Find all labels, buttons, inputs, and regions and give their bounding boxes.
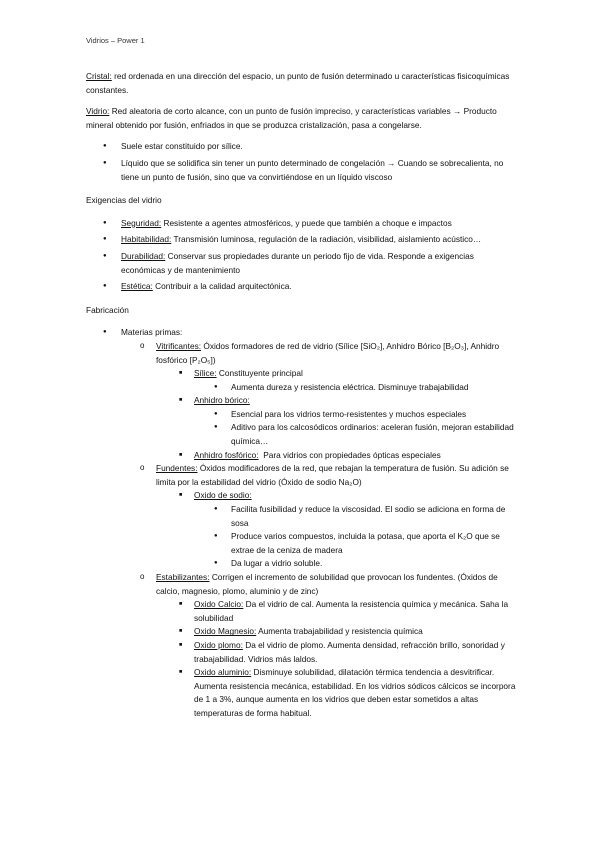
list-item: ● Esencial para los vidrios termo-resistentes y muchos especiales bbox=[86, 408, 516, 422]
item-text: Para vidrios con propiedades ópticas especiales bbox=[263, 449, 441, 460]
item-text: Contribuir a la calidad arquitectónica. bbox=[155, 281, 292, 292]
list-item-oxido-aluminio bbox=[86, 666, 516, 720]
list-item-vitrificantes bbox=[86, 340, 516, 367]
list-item-fundentes bbox=[86, 462, 516, 489]
item-label: Anhidro bórico: bbox=[194, 395, 250, 406]
item-label: Oxido Calcio: bbox=[194, 599, 244, 610]
list-item: ● Aditivo para los calcosódicos ordinarios: aceleran fusión, mejoran estabilidad química… bbox=[86, 421, 516, 448]
item-label: Sílice: bbox=[194, 368, 217, 379]
item-text: Conservar sus propiedades durante un periodo fijo de vida. Responde a exigencias económicas y de mantenimiento bbox=[121, 250, 474, 275]
fabricacion-list bbox=[86, 326, 516, 720]
list-item-silice bbox=[86, 367, 516, 381]
cristal-text: red ordenada en una dirección del espacio, un punto de fusión determinado u características fisicoquímicas constantes. bbox=[86, 71, 510, 95]
cristal-term: Cristal: bbox=[86, 71, 112, 81]
vidrio-list bbox=[86, 140, 516, 184]
cristal-paragraph bbox=[86, 70, 516, 97]
item-label: Anhidro fosfórico: bbox=[194, 449, 259, 460]
list-item: ● Aumenta dureza y resistencia eléctrica. Disminuye trabajabilidad bbox=[86, 381, 516, 395]
vidrio-term: Vidrio: bbox=[86, 106, 110, 117]
list-item bbox=[86, 250, 516, 277]
list-item-oxido-magnesio bbox=[86, 625, 516, 639]
item-text: Óxidos formadores de red de vidrio (Sílice [SiO₂], Anhidro Bórico [B₂O₃], Anhidro fosfórico [P₂O₅]) bbox=[156, 340, 500, 365]
item-text: Aumenta trabajabilidad y resistencia química bbox=[258, 626, 423, 637]
section-title-exigencias: Exigencias del vidrio bbox=[86, 195, 162, 206]
item-label: Seguridad: bbox=[121, 217, 162, 228]
item-label: Oxido de sodio: bbox=[194, 490, 252, 501]
page-header: Vidrios – Power 1 bbox=[86, 36, 145, 45]
list-item-estabilizantes bbox=[86, 571, 516, 598]
item-text: Da el vidrio de cal. Aumenta la resistencia química y mecánica. Saha la solubilidad bbox=[194, 599, 509, 623]
list-item-oxido-plomo bbox=[86, 639, 516, 666]
vidrio-text: Red aleatoria de corto alcance, con un punto de fusión impreciso, y características variables → Producto mineral obtenido por fusión, enfriados in que se produzca cristalización, pasa a congelarse. bbox=[86, 106, 497, 130]
item-label: Habitabilidad: bbox=[121, 234, 172, 245]
item-text: Disminuye solubilidad, dilatación térmica tendencia a desvitrificar. Aumenta resistencia mecánica, estabilidad. En los vidrios sódicos cálcicos se incorpora de 1 a 3%, aunque aumenta en los vidrios que deben estar sometidos a altas temperaturas de forma habitual. bbox=[194, 667, 516, 718]
section-title-fabricacion: Fabricación bbox=[86, 304, 129, 315]
list-item: ● Líquido que se solidifica sin tener un punto determinado de congelación → Cuando se sobrecalienta, no tiene un punto de fusión, sino que va convirtiéndose en un líquido viscoso bbox=[86, 157, 516, 184]
exigencias-list bbox=[86, 217, 516, 294]
vidrio-paragraph bbox=[86, 105, 516, 132]
item-label: Oxido aluminio: bbox=[194, 667, 252, 678]
list-item: ● Facilita fusibilidad y reduce la viscosidad. El sodio se adiciona en forma de sosa bbox=[86, 503, 516, 530]
list-item bbox=[86, 280, 516, 294]
list-item-fosforico bbox=[86, 449, 516, 463]
list-item bbox=[86, 233, 516, 247]
list-item-materias: ● Materias primas: bbox=[86, 326, 516, 340]
list-item-oxido-calcio bbox=[86, 598, 516, 625]
item-label: Estabilizantes: bbox=[156, 572, 210, 582]
list-item: ● Da lugar a vidrio soluble. bbox=[86, 557, 516, 571]
item-label: Oxido plomo: bbox=[194, 639, 243, 650]
list-item: ● Suele estar constituido por sílice. bbox=[86, 140, 516, 154]
item-text: Corrigen el incremento de solubilidad que provocan los fundentes. (Óxidos de calcio, magnesio, plomo, aluminio y de zinc) bbox=[156, 572, 498, 596]
list-item-sodio bbox=[86, 489, 516, 503]
item-text: Resistente a agentes atmosféricos, y puede que también a choque e impactos bbox=[163, 217, 452, 228]
list-item: ● Produce varios compuestos, incluida la potasa, que aporta el K₂O que se extrae de la ceniza de madera bbox=[86, 530, 516, 557]
item-label: Durabilidad: bbox=[121, 250, 166, 261]
item-text: Óxidos modificadores de la red, que rebajan la temperatura de fusión. Su adición se limita por la estabilidad del vidrio (Óxido de sodio Na₂O) bbox=[156, 463, 509, 487]
list-item bbox=[86, 217, 516, 231]
item-text: Da el vidrio de plomo. Aumenta densidad, refracción brillo, sonoridad y trabajabilidad. Vidrios más laldos. bbox=[194, 639, 505, 664]
item-label: Estética: bbox=[121, 281, 153, 292]
item-label: Fundentes: bbox=[156, 463, 198, 474]
document-body bbox=[86, 70, 516, 729]
list-item-borico bbox=[86, 394, 516, 408]
item-text: Transmisión luminosa, regulación de la radiación, visibilidad, aislamiento acústico… bbox=[173, 234, 482, 245]
item-label: Vitrificantes: bbox=[156, 340, 202, 351]
item-label: Oxido Magnesio: bbox=[194, 626, 257, 637]
item-text: Constituyente principal bbox=[218, 368, 303, 379]
